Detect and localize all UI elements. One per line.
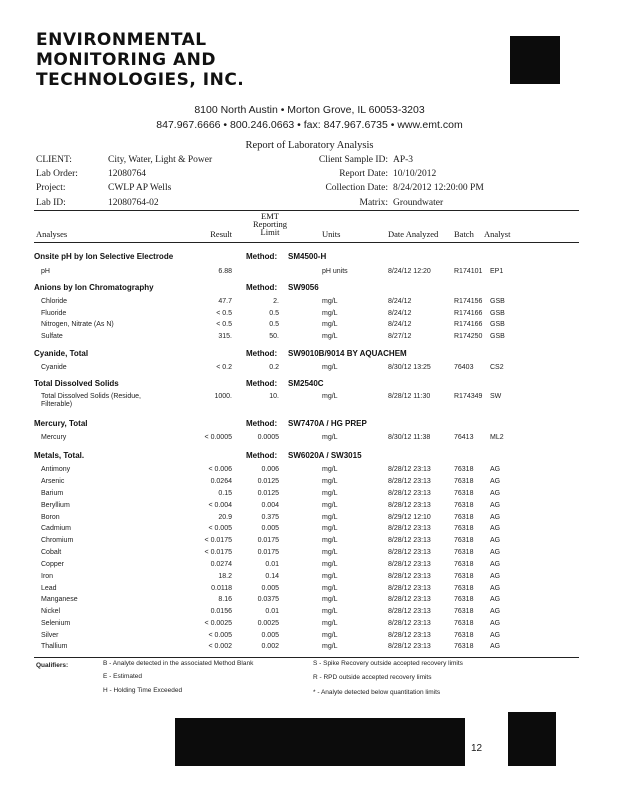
cell-units: mg/L bbox=[322, 643, 338, 650]
cell-batch: 76318 bbox=[454, 478, 474, 485]
matrix-label: Matrix: bbox=[359, 198, 388, 208]
cell-date-analyzed: 8/28/12 23:13 bbox=[388, 561, 431, 568]
cell-units: mg/L bbox=[322, 333, 338, 340]
section-header bbox=[0, 451, 619, 463]
table-row bbox=[0, 466, 619, 478]
cell-limit: 0.0175 bbox=[257, 549, 279, 556]
col-date-analyzed: Date Analyzed bbox=[388, 229, 439, 239]
table-row bbox=[0, 608, 619, 620]
cell-date-analyzed: 8/28/12 23:13 bbox=[388, 596, 431, 603]
cell-units: mg/L bbox=[322, 514, 338, 521]
cell-date-analyzed: 8/28/12 23:13 bbox=[388, 643, 431, 650]
company-address: 8100 North Austin • Morton Grove, IL 60053-3203 bbox=[194, 104, 425, 116]
cell-analyte: Chloride bbox=[41, 298, 68, 305]
cell-analyst: AG bbox=[490, 478, 501, 485]
cell-date-analyzed: 8/28/12 23:13 bbox=[388, 537, 431, 544]
company-name-line-2: MONITORING AND bbox=[36, 50, 216, 70]
method-value: SM4500-H bbox=[288, 252, 327, 261]
section-title: Cyanide, Total bbox=[34, 349, 89, 358]
redaction-block-corner bbox=[508, 712, 556, 766]
method-value: SW9010B/9014 BY AQUACHEM bbox=[288, 349, 407, 358]
section-title: Anions by Ion Chromatography bbox=[34, 283, 154, 292]
cell-limit: 0.0005 bbox=[257, 434, 279, 441]
cell-units: pH units bbox=[322, 268, 348, 275]
method-label: Method: bbox=[246, 451, 278, 460]
collection-date-label: Collection Date: bbox=[325, 183, 388, 193]
method-label: Method: bbox=[246, 349, 278, 358]
cell-analyst: SW bbox=[490, 393, 502, 400]
method-value: SW7470A / HG PREP bbox=[288, 419, 367, 428]
cell-analyte: Silver bbox=[41, 632, 59, 639]
table-row bbox=[0, 393, 619, 408]
cell-analyst: AG bbox=[490, 643, 501, 650]
cell-analyte: Cyanide bbox=[41, 364, 67, 371]
cell-batch: 76318 bbox=[454, 632, 474, 639]
qualifier-star: * - Analyte detected below quantitation limits bbox=[313, 689, 441, 696]
cell-analyst: AG bbox=[490, 525, 501, 532]
cell-analyst: AG bbox=[490, 620, 501, 627]
cell-date-analyzed: 8/30/12 11:38 bbox=[388, 434, 431, 441]
col-analyses: Analyses bbox=[36, 229, 68, 239]
cell-batch: 76318 bbox=[454, 502, 474, 509]
cell-analyte: Nickel bbox=[41, 608, 61, 615]
cell-batch: 76318 bbox=[454, 585, 474, 592]
cell-analyte: Manganese bbox=[41, 596, 78, 603]
col-emt-line-3: Limit bbox=[260, 227, 280, 237]
cell-result: 0.15 bbox=[218, 490, 232, 497]
method-label: Method: bbox=[246, 252, 278, 261]
lab-id-label: Lab ID: bbox=[36, 198, 66, 208]
cell-analyte: Selenium bbox=[41, 620, 71, 627]
cell-result: 6.88 bbox=[218, 268, 232, 275]
cell-result: 0.0264 bbox=[210, 478, 232, 485]
cell-date-analyzed: 8/24/12 bbox=[388, 321, 412, 328]
cell-result: 0.0156 bbox=[210, 608, 232, 615]
method-value: SW9056 bbox=[288, 283, 319, 292]
cell-units: mg/L bbox=[322, 502, 338, 509]
cell-units: mg/L bbox=[322, 490, 338, 497]
cell-result: < 0.005 bbox=[208, 525, 232, 532]
redaction-block-top bbox=[510, 36, 560, 84]
cell-limit: 0.01 bbox=[265, 608, 279, 615]
table-row bbox=[0, 321, 619, 333]
cell-analyte: Mercury bbox=[41, 434, 67, 441]
cell-date-analyzed: 8/27/12 bbox=[388, 333, 412, 340]
cell-analyst: EP1 bbox=[490, 268, 504, 275]
cell-analyst: AG bbox=[490, 502, 501, 509]
cell-analyte: Lead bbox=[41, 585, 57, 592]
lab-order-label: Lab Order: bbox=[36, 169, 78, 179]
cell-limit: 0.0375 bbox=[257, 596, 279, 603]
page-number: 12 bbox=[471, 743, 483, 754]
cell-limit: 0.0175 bbox=[257, 537, 279, 544]
cell-date-analyzed: 8/28/12 11:30 bbox=[388, 393, 431, 400]
cell-result: < 0.006 bbox=[208, 466, 232, 473]
cell-units: mg/L bbox=[322, 466, 338, 473]
cell-batch: 76318 bbox=[454, 608, 474, 615]
cell-limit: 0.2 bbox=[269, 364, 279, 371]
report-date-value: 10/10/2012 bbox=[393, 169, 437, 179]
cell-analyte: Antimony bbox=[41, 466, 71, 473]
section-header bbox=[0, 283, 619, 295]
cell-analyte: Beryllium bbox=[41, 502, 70, 509]
qualifier-r: R - RPD outside accepted recovery limits bbox=[313, 674, 432, 681]
cell-limit: 0.375 bbox=[261, 514, 279, 521]
cell-batch: 76318 bbox=[454, 525, 474, 532]
cell-date-analyzed: 8/24/12 bbox=[388, 310, 412, 317]
cell-analyte: Cobalt bbox=[41, 549, 62, 556]
header-rule-bottom bbox=[34, 242, 579, 243]
cell-result: 1000. bbox=[214, 393, 232, 400]
cell-batch: R174166 bbox=[454, 310, 483, 317]
cell-analyst: AG bbox=[490, 573, 501, 580]
col-emt-line-2: Reporting bbox=[253, 219, 287, 229]
project-value: CWLP AP Wells bbox=[108, 183, 172, 193]
cell-analyst: AG bbox=[490, 585, 501, 592]
table-row bbox=[0, 561, 619, 573]
cell-limit: 0.004 bbox=[261, 502, 279, 509]
table-row bbox=[0, 596, 619, 608]
col-analyst: Analyst bbox=[484, 229, 511, 239]
cell-limit: 0.0125 bbox=[257, 490, 279, 497]
cell-date-analyzed: 8/28/12 23:13 bbox=[388, 549, 431, 556]
qualifiers-label: Qualifiers: bbox=[36, 662, 69, 669]
cell-analyst: GSB bbox=[490, 321, 505, 328]
cell-units: mg/L bbox=[322, 549, 338, 556]
table-row bbox=[0, 298, 619, 310]
cell-analyst: GSB bbox=[490, 298, 505, 305]
cell-result: < 0.004 bbox=[208, 502, 232, 509]
cell-limit: 0.006 bbox=[261, 466, 279, 473]
section-title: Onsite pH by Ion Selective Electrode bbox=[34, 252, 174, 261]
cell-analyte: Thallium bbox=[41, 643, 68, 650]
cell-limit: 50. bbox=[269, 333, 279, 340]
cell-analyte: Iron bbox=[41, 573, 54, 580]
cell-analyte: Nitrogen, Nitrate (As N) bbox=[41, 321, 114, 328]
report-title: Report of Laboratory Analysis bbox=[245, 140, 374, 151]
cell-batch: 76413 bbox=[454, 434, 474, 441]
section-title: Metals, Total. bbox=[34, 451, 85, 460]
cell-date-analyzed: 8/28/12 23:13 bbox=[388, 478, 431, 485]
cell-date-analyzed: 8/28/12 23:13 bbox=[388, 573, 431, 580]
cell-units: mg/L bbox=[322, 608, 338, 615]
cell-analyte: pH bbox=[41, 268, 50, 275]
cell-limit: 0.0125 bbox=[257, 478, 279, 485]
table-row bbox=[0, 434, 619, 446]
cell-batch: 76318 bbox=[454, 537, 474, 544]
cell-units: mg/L bbox=[322, 393, 338, 400]
cell-units: mg/L bbox=[322, 537, 338, 544]
method-label: Method: bbox=[246, 283, 278, 292]
section-header bbox=[0, 379, 619, 391]
cell-result: < 0.0005 bbox=[204, 434, 232, 441]
cell-limit: 0.005 bbox=[261, 585, 279, 592]
cell-analyst: AG bbox=[490, 466, 501, 473]
qualifier-h: H - Holding Time Exceeded bbox=[103, 687, 183, 694]
cell-limit: 0.002 bbox=[261, 643, 279, 650]
sample-id-label: Client Sample ID: bbox=[318, 155, 388, 165]
cell-date-analyzed: 8/24/12 12:20 bbox=[388, 268, 431, 275]
redaction-block-bottom bbox=[175, 718, 465, 766]
cell-result: < 0.002 bbox=[208, 643, 232, 650]
company-contact: 847.967.6666 • 800.246.0663 • fax: 847.967.6735 • www.emt.com bbox=[156, 119, 463, 131]
cell-limit: 0.005 bbox=[261, 632, 279, 639]
cell-limit: 0.14 bbox=[265, 573, 279, 580]
cell-limit: 0.005 bbox=[261, 525, 279, 532]
cell-analyst: AG bbox=[490, 561, 501, 568]
cell-result: 8.16 bbox=[218, 596, 232, 603]
cell-analyte: Total Dissolved Solids (Residue, Filterable) bbox=[41, 393, 141, 408]
table-row bbox=[0, 549, 619, 561]
cell-units: mg/L bbox=[322, 573, 338, 580]
cell-date-analyzed: 8/28/12 23:13 bbox=[388, 466, 431, 473]
cell-analyst: GSB bbox=[490, 310, 505, 317]
method-value: SM2540C bbox=[288, 379, 324, 388]
cell-date-analyzed: 8/24/12 bbox=[388, 298, 412, 305]
section-header bbox=[0, 349, 619, 361]
cell-analyte: Arsenic bbox=[41, 478, 65, 485]
col-batch: Batch bbox=[454, 229, 474, 239]
cell-batch: R174101 bbox=[454, 268, 483, 275]
cell-date-analyzed: 8/29/12 12:10 bbox=[388, 514, 431, 521]
qualifier-s: S - Spike Recovery outside accepted recovery limits bbox=[313, 660, 463, 667]
cell-analyst: AG bbox=[490, 490, 501, 497]
col-units: Units bbox=[322, 229, 341, 239]
qualifier-e: E - Estimated bbox=[103, 673, 143, 680]
cell-result: < 0.0175 bbox=[204, 537, 232, 544]
cell-analyte: Boron bbox=[41, 514, 60, 521]
cell-date-analyzed: 8/28/12 23:13 bbox=[388, 502, 431, 509]
cell-batch: 76318 bbox=[454, 466, 474, 473]
method-value: SW6020A / SW3015 bbox=[288, 451, 362, 460]
cell-units: mg/L bbox=[322, 525, 338, 532]
cell-result: < 0.005 bbox=[208, 632, 232, 639]
cell-units: mg/L bbox=[322, 561, 338, 568]
cell-analyst: AG bbox=[490, 596, 501, 603]
cell-result: 0.0118 bbox=[211, 585, 232, 592]
project-label: Project: bbox=[36, 183, 66, 193]
table-row bbox=[0, 364, 619, 376]
cell-batch: R174166 bbox=[454, 321, 483, 328]
cell-analyst: AG bbox=[490, 537, 501, 544]
cell-date-analyzed: 8/28/12 23:13 bbox=[388, 585, 431, 592]
cell-date-analyzed: 8/28/12 23:13 bbox=[388, 525, 431, 532]
table-row bbox=[0, 620, 619, 632]
cell-analyst: ML2 bbox=[490, 434, 504, 441]
cell-batch: 76318 bbox=[454, 643, 474, 650]
cell-batch: 76318 bbox=[454, 549, 474, 556]
cell-analyte: Cadmium bbox=[41, 525, 71, 532]
cell-limit: 10. bbox=[269, 393, 279, 400]
cell-analyst: AG bbox=[490, 632, 501, 639]
cell-units: mg/L bbox=[322, 310, 338, 317]
cell-result: 47.7 bbox=[218, 298, 232, 305]
lab-order-value: 12080764 bbox=[108, 169, 146, 179]
qualifier-b: B - Analyte detected in the associated Method Blank bbox=[103, 660, 254, 667]
cell-units: mg/L bbox=[322, 478, 338, 485]
method-label: Method: bbox=[246, 419, 278, 428]
table-row bbox=[0, 573, 619, 585]
report-date-label: Report Date: bbox=[339, 169, 388, 179]
header-rule-top bbox=[34, 210, 579, 211]
cell-date-analyzed: 8/28/12 23:13 bbox=[388, 632, 431, 639]
cell-units: mg/L bbox=[322, 434, 338, 441]
table-row bbox=[0, 268, 619, 280]
cell-analyte: Barium bbox=[41, 490, 64, 497]
section-header bbox=[0, 252, 619, 264]
col-result: Result bbox=[210, 229, 232, 239]
cell-limit: 0.5 bbox=[269, 310, 279, 317]
cell-batch: R174250 bbox=[454, 333, 483, 340]
cell-units: mg/L bbox=[322, 364, 338, 371]
cell-limit: 0.01 bbox=[265, 561, 279, 568]
client-value: City, Water, Light & Power bbox=[108, 155, 213, 165]
matrix-value: Groundwater bbox=[393, 198, 444, 208]
section-title: Mercury, Total bbox=[34, 419, 88, 428]
cell-batch: 76318 bbox=[454, 514, 474, 521]
col-emt-line-1: EMT bbox=[261, 211, 279, 221]
table-row bbox=[0, 333, 619, 345]
cell-date-analyzed: 8/30/12 13:25 bbox=[388, 364, 431, 371]
sample-id-value: AP-3 bbox=[393, 155, 414, 165]
cell-batch: 76318 bbox=[454, 490, 474, 497]
cell-limit: 0.0025 bbox=[257, 620, 279, 627]
cell-units: mg/L bbox=[322, 321, 338, 328]
cell-result: < 0.0175 bbox=[204, 549, 232, 556]
cell-units: mg/L bbox=[322, 585, 338, 592]
cell-result: 18.2 bbox=[218, 573, 232, 580]
cell-units: mg/L bbox=[322, 632, 338, 639]
cell-batch: 76318 bbox=[454, 561, 474, 568]
cell-batch: 76403 bbox=[454, 364, 474, 371]
table-row bbox=[0, 478, 619, 490]
cell-result: 0.0274 bbox=[210, 561, 232, 568]
cell-analyte: Sulfate bbox=[41, 333, 63, 340]
company-name-line-1: ENVIRONMENTAL bbox=[36, 30, 207, 50]
collection-date-value: 8/24/2012 12:20:00 PM bbox=[393, 183, 484, 193]
cell-units: mg/L bbox=[322, 596, 338, 603]
table-row bbox=[0, 537, 619, 549]
table-row bbox=[0, 643, 619, 655]
company-logo-text bbox=[36, 30, 244, 90]
cell-units: mg/L bbox=[322, 620, 338, 627]
cell-batch: R174349 bbox=[454, 393, 483, 400]
cell-analyte: Copper bbox=[41, 561, 64, 568]
table-row bbox=[0, 490, 619, 502]
section-title: Total Dissolved Solids bbox=[34, 379, 119, 388]
cell-batch: 76318 bbox=[454, 620, 474, 627]
cell-date-analyzed: 8/28/12 23:13 bbox=[388, 608, 431, 615]
cell-units: mg/L bbox=[322, 298, 338, 305]
table-row bbox=[0, 502, 619, 514]
col-emt-limit bbox=[245, 212, 295, 236]
cell-date-analyzed: 8/28/12 23:13 bbox=[388, 620, 431, 627]
cell-result: < 0.5 bbox=[216, 310, 232, 317]
cell-result: < 0.0025 bbox=[204, 620, 232, 627]
cell-analyte: Chromium bbox=[41, 537, 74, 544]
cell-date-analyzed: 8/28/12 23:13 bbox=[388, 490, 431, 497]
cell-limit: 0.5 bbox=[269, 321, 279, 328]
cell-analyte: Fluoride bbox=[41, 310, 67, 317]
table-row bbox=[0, 525, 619, 537]
cell-batch: R174156 bbox=[454, 298, 483, 305]
cell-analyst: AG bbox=[490, 514, 501, 521]
cell-result: 315. bbox=[218, 333, 232, 340]
cell-analyst: AG bbox=[490, 608, 501, 615]
cell-analyst: AG bbox=[490, 549, 501, 556]
cell-limit: 2. bbox=[273, 298, 279, 305]
cell-batch: 76318 bbox=[454, 573, 474, 580]
qualifiers-rule bbox=[34, 657, 579, 658]
client-label: CLIENT: bbox=[36, 155, 72, 165]
cell-batch: 76318 bbox=[454, 596, 474, 603]
cell-result: < 0.2 bbox=[216, 364, 232, 371]
cell-analyst: GSB bbox=[490, 333, 505, 340]
method-label: Method: bbox=[246, 379, 278, 388]
cell-analyst: CS2 bbox=[490, 364, 504, 371]
lab-id-value: 12080764-02 bbox=[108, 198, 159, 208]
cell-result: 20.9 bbox=[218, 514, 232, 521]
company-name-line-3: TECHNOLOGIES, INC. bbox=[36, 70, 245, 90]
section-header bbox=[0, 419, 619, 431]
cell-result: < 0.5 bbox=[216, 321, 232, 328]
